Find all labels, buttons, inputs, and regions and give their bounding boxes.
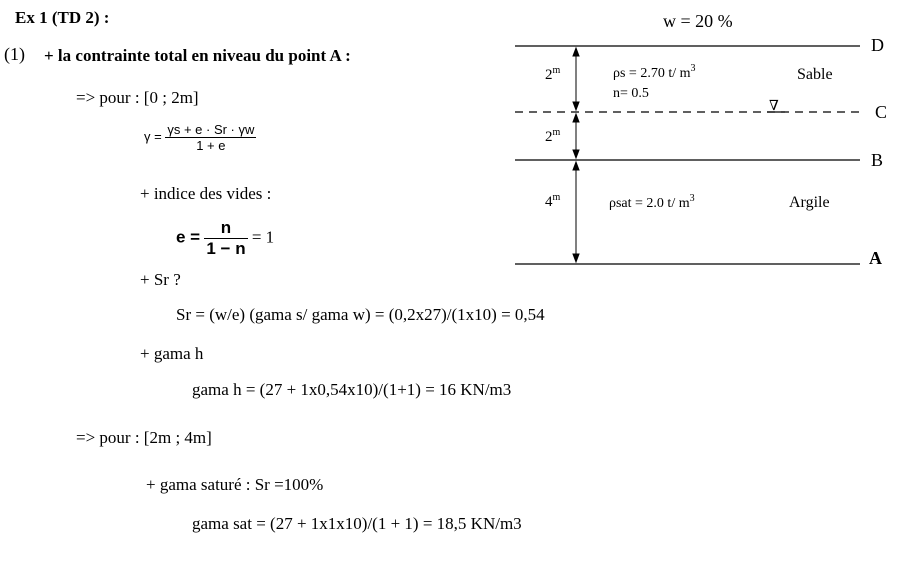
point-A: A <box>869 248 882 268</box>
gamah-calc: gama h = (27 + 1x0,54x10)/(1+1) = 16 KN/m3 <box>192 380 512 399</box>
layer1-name: Sable <box>797 66 833 83</box>
void-denominator: 1 − n <box>206 239 246 258</box>
void-formula <box>176 218 274 259</box>
sr-label: + Sr ? <box>140 270 181 289</box>
void-result: = 1 <box>251 227 275 247</box>
section-heading: + la contrainte total en niveau du point A : <box>44 46 351 65</box>
sr-calc: Sr = (w/e) (gama s/ gama w) = (0,2x27)/(1x10) = 0,54 <box>176 305 545 324</box>
gamma-fraction <box>165 122 256 153</box>
point-B: B <box>871 150 884 170</box>
void-fraction <box>204 218 247 259</box>
range-2-4m: => pour : [2m ; 4m] <box>76 428 212 447</box>
dimension-arrows <box>573 48 579 262</box>
layer1-thickness: 2$^m$ <box>545 65 561 83</box>
exercise-title: Ex 1 (TD 2) : <box>15 8 110 27</box>
point-C: C <box>875 102 888 122</box>
layer3-name: Argile <box>789 194 830 211</box>
gamasat-label: + gama saturé : Sr =100% <box>146 475 324 494</box>
gamma-numerator: γs + e · Sr · γw <box>167 122 255 137</box>
gamah-label: + gama h <box>140 344 204 363</box>
gamma-formula <box>144 122 256 153</box>
layer1-density: ρs = 2.70 t/ $m^3$ <box>613 63 696 81</box>
water-content-label: w = 20 % <box>663 11 733 31</box>
layer1-porosity: n= 0.5 <box>613 86 649 101</box>
range-0-2m: => pour : [0 ; 2m] <box>76 88 199 107</box>
point-D: D <box>871 35 884 55</box>
void-index-label: + indice des vides : <box>140 184 272 203</box>
void-lhs: e = <box>176 227 201 247</box>
gamma-lhs: γ = <box>144 128 162 144</box>
layer3-density: ρsat = 2.0 t/ $m^3$ <box>609 193 695 211</box>
gamma-denominator: 1 + e <box>196 138 226 153</box>
layer2-thickness: 2$^m$ <box>545 127 561 145</box>
gamasat-calc: gama sat = (27 + 1x1x10)/(1 + 1) = 18,5 KN/m3 <box>192 514 522 533</box>
soil-profile-diagram <box>505 0 900 285</box>
item-number: (1) <box>4 44 25 64</box>
layer3-thickness: 4$^m$ <box>545 192 561 210</box>
water-table-symbol: ∇ <box>769 99 779 114</box>
void-numerator: n <box>204 218 247 239</box>
